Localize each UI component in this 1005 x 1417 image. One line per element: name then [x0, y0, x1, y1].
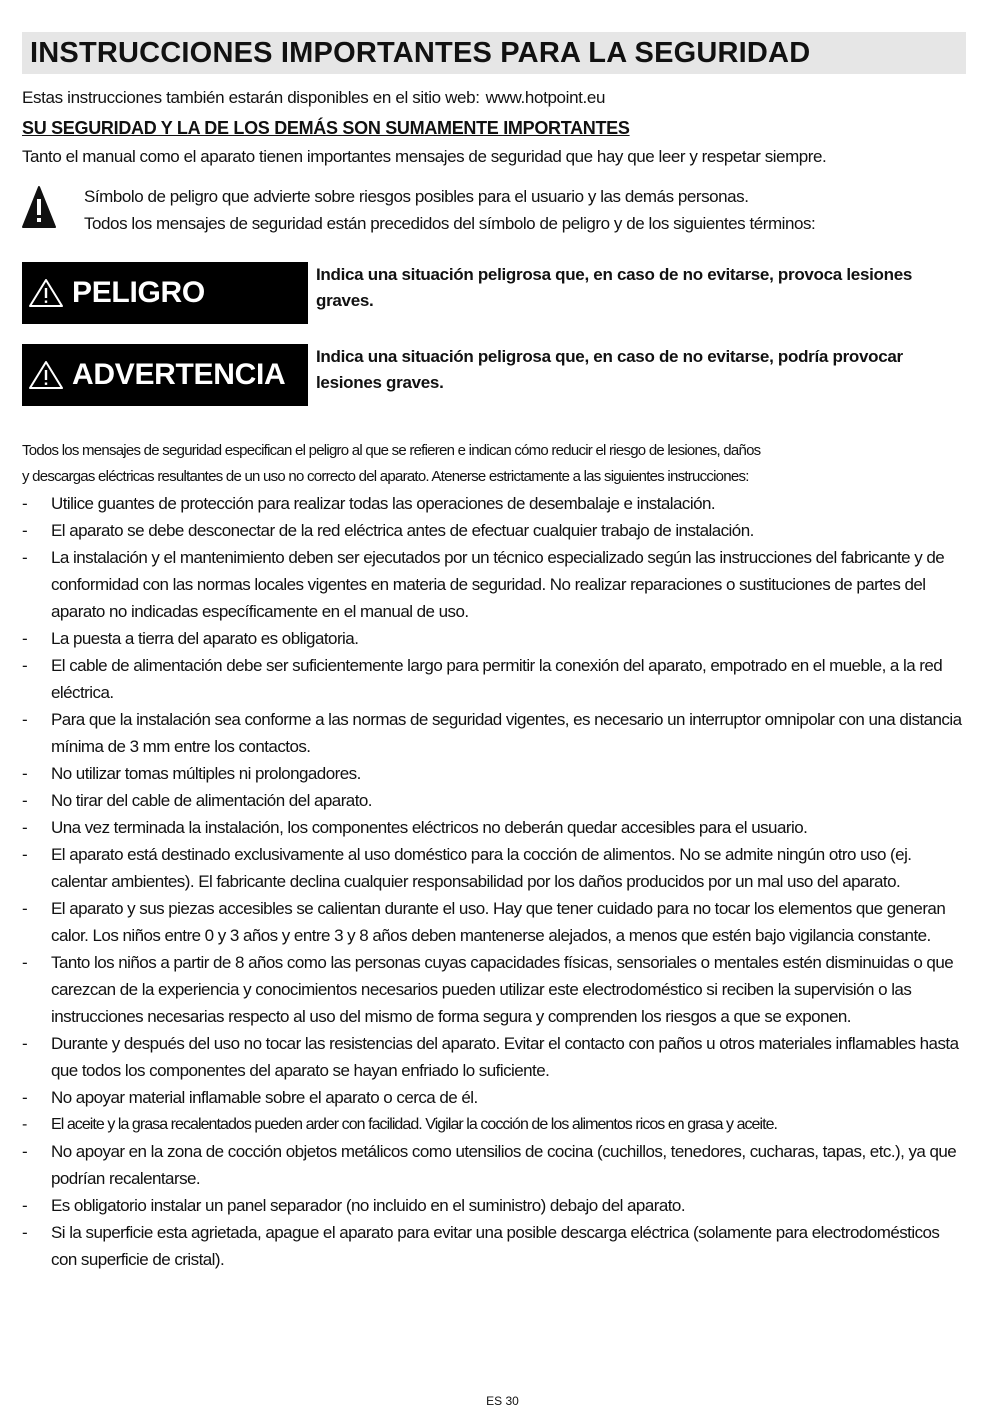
signal-box-advertencia	[22, 344, 308, 406]
list-item: - La instalación y el mantenimiento deben ser ejecutados por un técnico especializado según las instrucciones del fabricante y de conformidad con las normas locales vigentes en materia de seguridad. No realizar reparaciones o sustituciones de partes del aparato no indicadas específicamente en el manual de uso.	[22, 548, 945, 621]
signal-row-advertencia	[22, 344, 966, 406]
list-item: - El aceite y la grasa recalentados pueden arder con facilidad. Vigilar la cocción de los alimentos ricos en grasa y aceite.	[22, 1116, 778, 1133]
document-page	[22, 32, 966, 1273]
symbol-line-2: Todos los mensajes de seguridad están precedidos del símbolo de peligro y de los siguientes términos:	[84, 214, 816, 233]
list-item: - Para que la instalación sea conforme a las normas de seguridad vigentes, es necesario un interruptor omnipolar con una distancia mínima de 3 mm entre los contactos.	[22, 710, 962, 756]
list-item: - Una vez terminada la instalación, los componentes eléctricos no deberán quedar accesibles para el usuario.	[22, 818, 808, 837]
list-item: - Durante y después del uso no tocar las resistencias del aparato. Evitar el contacto con paños u otros materiales inflamables hasta que todos los componentes del aparato se hayan enfriado lo suficiente.	[22, 1034, 959, 1080]
list-item: - Es obligatorio instalar un panel separador (no incluido en el suministro) debajo del aparato.	[22, 1196, 685, 1215]
signal-description-advertencia: Indica una situación peligrosa que, en caso de no evitarse, podría provocar lesiones graves.	[316, 347, 903, 392]
list-item: - Tanto los niños a partir de 8 años como las personas cuyas capacidades físicas, sensoriales o mentales estén disminuidas o que carezcan de la experiencia y conocimientos necesarios pueden utilizar este electrodoméstico si reciben la supervisión o las instrucciones necesarias respecto al uso del mismo de forma segura y comprenden los riesgos a que se exponen.	[22, 953, 954, 1026]
list-item: - No tirar del cable de alimentación del aparato.	[22, 791, 372, 810]
page-title: INSTRUCCIONES IMPORTANTES PARA LA SEGURIDAD	[22, 32, 966, 74]
list-item: - No apoyar en la zona de cocción objetos metálicos como utensilios de cocina (cuchillos, tenedores, cucharas, tapas, etc.), ya que podrían recalentarse.	[22, 1142, 957, 1188]
signal-description-peligro: Indica una situación peligrosa que, en caso de no evitarse, provoca lesiones graves.	[316, 265, 913, 310]
signal-row-peligro	[22, 262, 966, 324]
safety-instructions-list	[22, 490, 966, 1273]
general-line-2: y descargas eléctricas resultantes de un uso no correcto del aparato. Atenerse estrictamente a las siguientes instrucciones:	[22, 468, 749, 485]
intro-text: Tanto el manual como el aparato tienen importantes mensajes de seguridad que hay que leer y respetar siempre.	[22, 147, 827, 166]
list-item: - El cable de alimentación debe ser suficientemente largo para permitir la conexión del aparato, empotrado en el mueble, a la red eléctrica.	[22, 656, 943, 702]
list-item: - El aparato y sus piezas accesibles se calientan durante el uso. Hay que tener cuidado para no tocar los elementos que generan calor. Los niños entre 0 y 3 años y entre 3 y 8 años deben mantenerse alejados, a menos que estén bajo vigilancia constante.	[22, 899, 946, 945]
general-safety-paragraph	[22, 438, 966, 490]
list-item: - El aparato está destinado exclusivamente al uso doméstico para la cocción de alimentos. No se admite ningún otro uso (ej. calentar ambientes). El fabricante declina cualquier responsabilidad por los daños producidos por un mal uso del aparato.	[22, 845, 912, 891]
website-url: www.hotpoint.eu	[485, 88, 606, 107]
list-item: - No apoyar material inflamable sobre el aparato o cerca de él.	[22, 1088, 478, 1107]
list-item: - La puesta a tierra del aparato es obligatoria.	[22, 629, 359, 648]
general-line-1: Todos los mensajes de seguridad especifican el peligro al que se refieren e indican cómo reducir el riesgo de lesiones, daños	[22, 442, 761, 459]
page-number: ES 30	[486, 1394, 519, 1408]
list-item: - Utilice guantes de protección para realizar todas las operaciones de desembalaje e instalación.	[22, 494, 716, 513]
web-availability-text: Estas instrucciones también estarán disponibles en el sitio web:	[22, 88, 480, 107]
warning-triangle-icon	[22, 185, 56, 229]
signal-box-peligro	[22, 262, 308, 324]
list-item: - El aparato se debe desconectar de la red eléctrica antes de efectuar cualquier trabajo de instalación.	[22, 521, 754, 540]
safety-subheading: SU SEGURIDAD Y LA DE LOS DEMÁS SON SUMAMENTE IMPORTANTES	[22, 118, 630, 138]
warning-outline-icon	[28, 359, 64, 391]
warning-outline-icon	[28, 277, 64, 309]
web-availability-line	[22, 88, 966, 108]
symbol-line-1: Símbolo de peligro que advierte sobre riesgos posibles para el usuario y las demás personas.	[84, 187, 749, 206]
signal-word-advertencia: ADVERTENCIA	[72, 358, 286, 391]
list-item: - Si la superficie esta agrietada, apague el aparato para evitar una posible descarga eléctrica (solamente para electrodomésticos con superficie de cristal).	[22, 1223, 940, 1269]
danger-symbol-block	[22, 183, 966, 237]
signal-word-peligro: PELIGRO	[72, 276, 205, 309]
list-item: - No utilizar tomas múltiples ni prolongadores.	[22, 764, 361, 783]
danger-symbol-explanation	[84, 183, 815, 237]
